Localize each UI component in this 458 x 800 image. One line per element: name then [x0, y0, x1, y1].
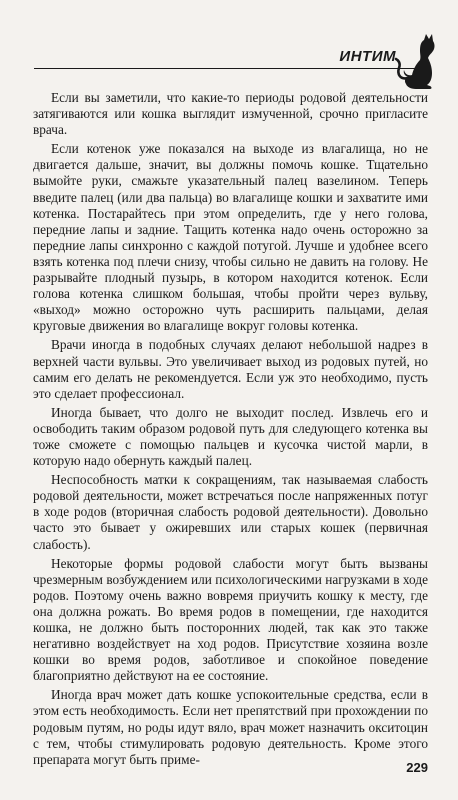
page-number: 229 [406, 760, 428, 775]
paragraph: Если вы заметили, что какие-то периоды родовой деятельности затягиваются или кошка выглядит измученной, срочно пригласите врача. [33, 90, 428, 138]
paragraph: Некоторые формы родовой слабости могут быть вызваны чрезмерным возбуждением или психологическими нагрузками в ходе родов. Поэтому очень важно вовремя приучить кошку к месту, где она должна рожать. Во время родов в помещении, где находится кошка, не должно быть посторонних людей, так как это также негативно воздействует на ход родов. Присутствие хозяина возле кошки во время родов, заботливое и спокойное поведение благоприятно действуют на ее состояние. [33, 555, 428, 684]
paragraph: Иногда бывает, что долго не выходит послед. Извлечь его и освободить таким образом родовой путь для следующего котенка вы тоже сможете с помощью пальцев и кусочка чистой марли, в которую надо обернуть каждый палец. [33, 404, 428, 469]
paragraph: Врачи иногда в подобных случаях делают небольшой надрез в верхней части вульвы. Это увеличивает выход из родовых путей, но самим его делать не рекомендуется. Если уж это необходимо, пусть это сделает профессионал. [33, 337, 428, 401]
header-rule [34, 68, 428, 69]
paragraph: Неспособность матки к сокращениям, так называемая слабость родовой деятельности, может встречаться после напряженных потуг в ходе родов (вторичная слабость родовой деятельности). Довольно часто это бывает у ожиревших или старых кошек (первичная слабость). [33, 472, 428, 552]
article-body [33, 90, 428, 771]
paragraph: Иногда врач может дать кошке успокоительные средства, если в этом есть необходимость. Если нет препятствий при прохождении по родовым путям, но роды идут вяло, врач может назначить окситоцин с тем, чтобы стимулировать родовую деятельность. Кроме этого препарата могут быть приме- [33, 687, 428, 767]
paragraph: Если котенок уже показался на выходе из влагалища, но не двигается дальше, значит, вы должны помочь кошке. Тщательно вымойте руки, смажьте указательный палец вазелином. Теперь введите палец (или два пальца) во влагалище кошки и захватите ими котенка. Постарайтесь при этом определить, где у него голова, передние лапы и задние. Тащить котенка надо очень осторожно за передние лапы синхронно с каждой потугой. Лучше и удобнее всего взять котенка под плечи снизу, чтобы сильно не давить на голову. Не разрывайте плодный пузырь, в котором находится котенок. Если голова котенка слишком большая, чтобы пройти через вульву, «выход» можно осторожно чуть расширить пальцами, делая круговые движения во влагалище вокруг головы котенка. [33, 141, 428, 334]
section-title: ИНТИМ [339, 48, 396, 65]
cat-silhouette-icon [394, 32, 440, 92]
running-header [0, 18, 458, 88]
